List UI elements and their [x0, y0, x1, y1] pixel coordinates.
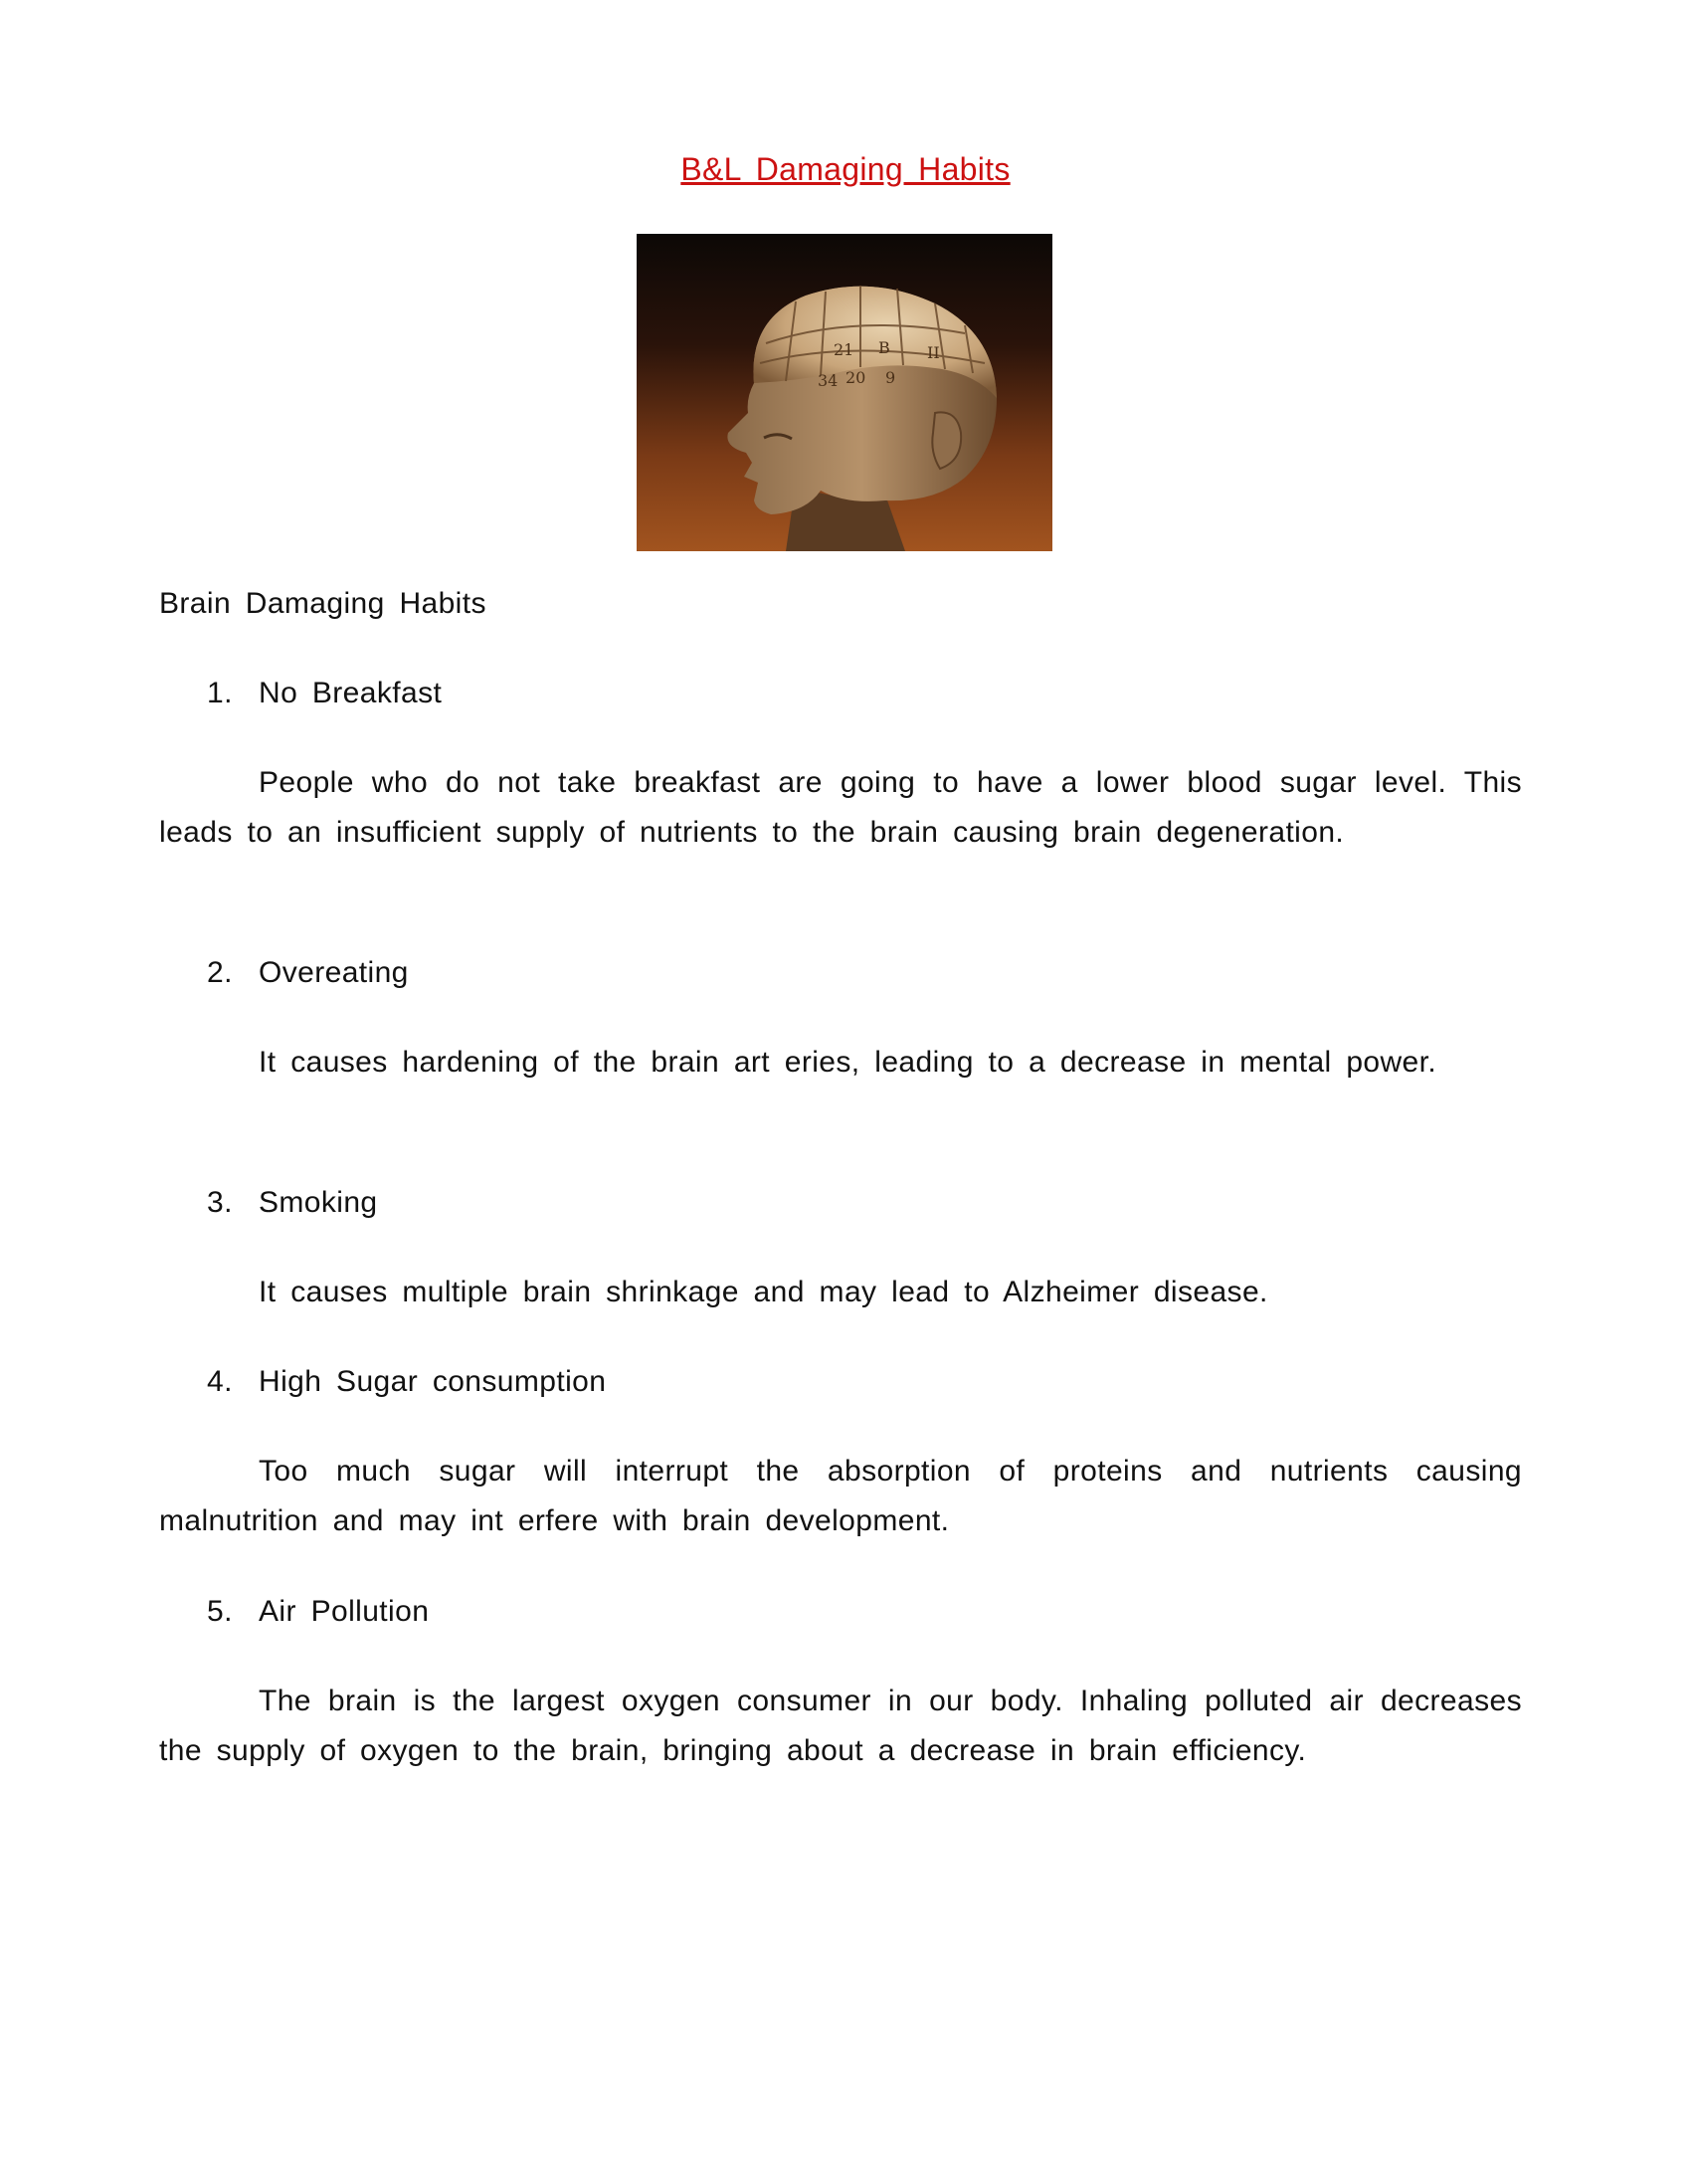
svg-text:II: II: [927, 343, 940, 362]
list-item-number: 2.: [207, 956, 233, 989]
svg-text:34: 34: [818, 371, 839, 390]
list-item-title: Air Pollution: [259, 1595, 430, 1628]
list-item-number: 4.: [207, 1365, 233, 1398]
list-item-heading: [207, 669, 442, 718]
list-item-number: 1.: [207, 677, 233, 709]
svg-text:20: 20: [846, 368, 866, 387]
list-item-number: 5.: [207, 1595, 233, 1628]
svg-text:9: 9: [885, 368, 896, 387]
list-item-heading: [207, 1357, 606, 1407]
section-subtitle: Brain Damaging Habits: [159, 587, 486, 620]
svg-text:21: 21: [834, 340, 854, 359]
page-title: B&L Damaging Habits: [680, 151, 1011, 187]
list-item-paragraph: The brain is the largest oxygen consumer in our body. Inhaling polluted air decreases the supply of oxygen to the brain, bringing about a decrease in brain efficiency.: [159, 1685, 1522, 1767]
list-item-paragraph: People who do not take breakfast are going to have a lower blood sugar level. This leads to an insufficient supply of nutrients to the brain causing brain degeneration.: [159, 766, 1522, 849]
list-item-paragraph: It causes hardening of the brain art eries, leading to a decrease in mental power.: [259, 1046, 1437, 1079]
list-item-heading: [207, 948, 409, 998]
list-item-paragraph: Too much sugar will interrupt the absorption of proteins and nutrients causing malnutrition and may int erfere with brain development.: [159, 1455, 1522, 1537]
list-item-number: 3.: [207, 1186, 233, 1219]
list-item-heading: [207, 1587, 429, 1637]
phrenology-head-icon: [637, 234, 1052, 551]
list-item-title: High Sugar consumption: [259, 1365, 607, 1398]
list-item-title: Overeating: [259, 956, 409, 989]
list-item-title: No Breakfast: [259, 677, 443, 709]
list-item-title: Smoking: [259, 1186, 378, 1219]
list-item-paragraph: It causes multiple brain shrinkage and may lead to Alzheimer disease.: [259, 1276, 1268, 1308]
list-item-heading: [207, 1178, 378, 1228]
svg-text:B: B: [878, 338, 890, 357]
